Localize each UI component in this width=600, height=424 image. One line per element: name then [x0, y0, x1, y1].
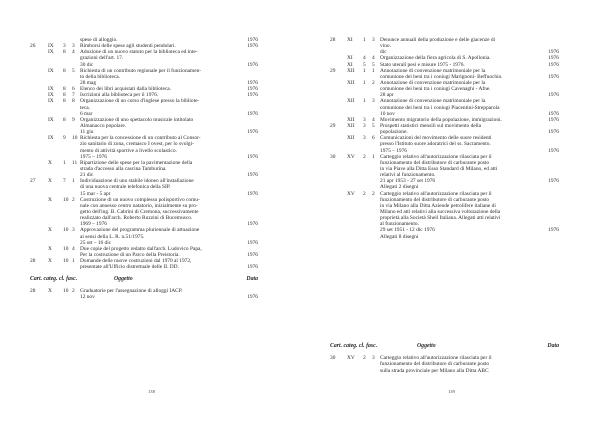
left-entries-continued — [0, 276, 300, 301]
oggetto: 1975 – 1976 — [80, 153, 107, 160]
oggetto: al funzionamento. — [380, 221, 419, 228]
fascicolo: 1 — [72, 178, 75, 185]
categoria: X — [48, 245, 52, 252]
cartella: 27 — [30, 178, 36, 185]
oggetto: Adozione di un nuovo statuto per la biblioteca ed inte- — [80, 49, 198, 56]
oggetto: Organizzazione di un corso d'inglese presso la bibliote- — [80, 98, 200, 105]
categoria: X — [48, 227, 52, 234]
classe: 8 — [63, 98, 66, 105]
oggetto: Denunce annuali della produzione e delle giacenze di — [380, 37, 496, 43]
oggetto: mento di attività sportive a livello scolastico. — [80, 147, 177, 154]
header-date: Data — [547, 343, 559, 349]
cartella: 28 — [30, 258, 36, 265]
fascicolo: 3 — [72, 43, 75, 50]
categoria: XII — [347, 67, 355, 74]
data: 1976 — [548, 55, 559, 62]
oggetto: in via Milano alla Ditta Aziende petrolifere italiane di — [380, 202, 496, 209]
oggetto: spese di alloggio. — [80, 37, 118, 43]
oggetto: Organizzazione di uno spettacolo musicale intitolato — [80, 116, 194, 123]
classe: 1 — [363, 79, 366, 86]
categoria: XII — [347, 116, 355, 123]
oggetto: getto dell'ing. B. Cabrini di Cremona, successivamente — [80, 208, 199, 215]
oggetto: Annotazione di convenzione matrimoniale per la — [380, 79, 486, 86]
oggetto: Prospetti statistici mensili sul movimento della — [380, 122, 482, 129]
data: 1976 — [247, 251, 258, 258]
categoria: XII — [347, 122, 355, 129]
fascicolo: 7 — [72, 92, 75, 99]
oggetto: Stato uterali pesi e misure 1975 - 1976. — [380, 61, 465, 68]
data: 1976 — [548, 116, 559, 123]
right-page — [300, 0, 600, 424]
oggetto: grazioni dell'art. 17. — [80, 55, 124, 62]
oggetto: Iscrizioni alla biblioteca per il 1976. — [80, 92, 159, 99]
data: 1976 — [247, 221, 258, 228]
oggetto: comunione dei beni tra i coniugi Piacentini-Strepparola — [380, 104, 500, 111]
oggetto: 21 dic — [80, 172, 94, 179]
categoria: XII — [347, 98, 355, 105]
categoria: X — [48, 178, 52, 185]
oggetto: 1975 – 1976 — [380, 147, 407, 154]
classe: 9 — [63, 135, 66, 142]
page-number: 139 — [448, 389, 455, 394]
classe: 10 — [63, 288, 69, 295]
fascicolo: 1 — [372, 67, 375, 74]
entry-row — [300, 234, 600, 240]
classe: 3 — [363, 122, 366, 129]
oggetto: ai sensi della L. R. n.51/1975. — [80, 233, 145, 240]
oggetto: 28 apr — [380, 92, 394, 99]
categoria: XI — [347, 55, 353, 62]
oggetto: Domande delle nuove costruzioni dal 1970 al 1972, — [80, 258, 192, 265]
categoria: IX — [48, 98, 54, 105]
oggetto: 6 mar — [80, 110, 93, 117]
data: 1976 — [548, 61, 559, 68]
oggetto: Elenco dei libri acquistati dalla biblioteca. — [80, 86, 172, 93]
classe: 2 — [363, 355, 366, 362]
oggetto: in via Piave alla Ditta Esso Standard di Milano, ed atti — [380, 165, 498, 172]
cartella: 29 — [330, 122, 336, 129]
classe: 10 — [63, 227, 69, 234]
oggetto: Movimento migratorio della popolazione, immigrazioni. — [380, 116, 502, 123]
oggetto: 25 ott – 16 dic — [80, 239, 112, 246]
classe: 2 — [363, 153, 366, 160]
classe: 10 — [63, 196, 69, 203]
oggetto: relativi al funzionamento. — [380, 172, 436, 179]
classe: 10 — [63, 258, 69, 265]
data: 1976 — [247, 294, 258, 301]
classe: 8 — [63, 67, 66, 74]
fascicolo: 8 — [72, 98, 75, 105]
oggetto: Carteggio relativo all'autorizzazione rilasciata per il — [380, 190, 492, 197]
classe: 4 — [363, 55, 366, 62]
oggetto: 15 mar - 5 apr — [80, 190, 111, 197]
oggetto: 10 nov — [380, 110, 395, 117]
page-number: 138 — [148, 389, 155, 394]
data: 1976 — [548, 178, 559, 185]
classe: 1 — [363, 37, 366, 43]
oggetto: 21 apr 1953 - 27 set 1976 — [380, 178, 436, 185]
oggetto: Richiesta di un contributo regionale per il funzionamen- — [80, 67, 202, 74]
oggetto: Annotazione di convenzione matrimoniale per la — [380, 67, 486, 74]
data: 1976 — [247, 61, 258, 68]
oggetto: comunione dei beni tra i coniugi Cavenaghi - Afne. — [380, 86, 491, 93]
categoria: X — [48, 196, 52, 203]
data: 1976 — [247, 190, 258, 197]
left-entries — [0, 37, 300, 270]
categoria: X — [48, 159, 52, 166]
classe: 3 — [63, 43, 66, 50]
fascicolo: 3 — [372, 98, 375, 105]
table-header — [0, 276, 300, 282]
fascicolo: 4 — [372, 55, 375, 62]
oggetto: Individuazione di uno stabile idoneo all'installazione — [80, 178, 194, 185]
fascicolo: 4 — [372, 116, 375, 123]
oggetto: funzionamento del distributore di carburante posto — [380, 196, 490, 203]
oggetto: funzionamento del distributore di carburante posto — [380, 159, 490, 166]
classe: 1 — [63, 159, 66, 166]
categoria: XV — [347, 153, 355, 160]
fascicolo: 2 — [72, 196, 75, 203]
oggetto: Graduatorie per l'assegnazione di alloggi IACP. — [80, 288, 183, 295]
categoria: X — [48, 288, 52, 295]
oggetto: Costruzione di un nuovo complesso polisportivo comu- — [80, 196, 200, 203]
fascicolo: 9 — [72, 116, 75, 123]
oggetto: Organizzazione della fiera agricola di S. Apollonia. — [380, 55, 491, 62]
data: 1976 — [247, 172, 258, 179]
data: 1976 — [247, 37, 258, 43]
fascicolo: 4 — [72, 245, 75, 252]
data: 1976 — [548, 92, 559, 99]
oggetto: Approvazione del programma pluriennale di attuazione — [80, 227, 200, 234]
fascicolo: 3 — [372, 37, 375, 43]
classe: 3 — [363, 116, 366, 123]
oggetto: 1969 – 1976 — [80, 221, 107, 228]
oggetto: 30 dic — [80, 61, 94, 68]
oggetto: Due copie del progetto redatto dall'arch. Ludovico Papa, — [80, 245, 202, 252]
categoria: X — [48, 258, 52, 265]
categoria: XII — [347, 79, 355, 86]
cartella: 30 — [330, 153, 336, 160]
categoria: IX — [48, 49, 54, 56]
cartella: 28 — [30, 288, 36, 295]
data: 1976 — [548, 227, 559, 234]
oggetto: comunione dei beni tra i coniugi Marignoni- Beffuochio. — [380, 73, 503, 80]
classe: 8 — [63, 86, 66, 93]
entry-row — [0, 294, 300, 300]
oggetto: funzionamento del distributore di carburante posto — [380, 361, 490, 368]
oggetto: proprietà alla Società Shell Italiana. Allegati atti relativi — [380, 215, 501, 222]
classe: 5 — [363, 61, 366, 68]
oggetto: di una nuova centrale telefonica della SIP. — [80, 184, 171, 191]
categoria: XII — [347, 135, 355, 142]
classe: 8 — [63, 92, 66, 99]
classe: 1 — [363, 98, 366, 105]
cartella: 29 — [330, 67, 336, 74]
header-columns: Cart. categ. cl. fasc. — [30, 276, 78, 282]
data: 1976 — [548, 147, 559, 154]
right-entries-continued — [300, 343, 600, 374]
classe: 10 — [63, 245, 69, 252]
oggetto: sulla strada provinciale per Milano alla Ditta ABC — [380, 367, 489, 374]
classe: 1 — [363, 67, 366, 74]
fascicolo: 10 — [72, 135, 78, 142]
right-entries — [300, 37, 600, 240]
entry-row — [0, 264, 300, 270]
oggetto: popolazione. — [380, 129, 408, 136]
fascicolo: 1 — [72, 258, 75, 265]
data: 1976 — [548, 129, 559, 136]
data: 1976 — [247, 79, 258, 86]
entry-row — [300, 368, 600, 374]
categoria: XI — [347, 61, 353, 68]
header-subject: Oggetto — [114, 276, 133, 282]
fascicolo: 11 — [72, 159, 78, 166]
classe: 8 — [63, 49, 66, 56]
categoria: XI — [347, 37, 353, 43]
fascicolo: 5 — [372, 122, 375, 129]
oggetto: Ripartizione delle spese per la pavimentazione della — [80, 159, 193, 166]
categoria: IX — [48, 116, 54, 123]
data: 1976 — [247, 86, 258, 93]
oggetto: realizzato dall'arch. Roberto Ruzzini di Bucemusco. — [80, 215, 193, 222]
oggetto: nale con annesso centro natatorio, inizialmente su pro- — [80, 202, 198, 209]
cartella: 28 — [330, 37, 336, 43]
cartella: 26 — [30, 43, 36, 50]
classe: 7 — [63, 178, 66, 185]
data: 1976 — [548, 110, 559, 117]
oggetto: Annotazione di convenzione matrimoniale per la — [380, 98, 486, 105]
oggetto: Richiesta per la concessione di un contributo al Consor- — [80, 135, 201, 142]
fascicolo: 1 — [372, 153, 375, 160]
fascicolo: 5 — [372, 61, 375, 68]
categoria: XV — [347, 190, 355, 197]
oggetto: vino. — [380, 43, 391, 50]
oggetto: Per la costruzione di un Parco della Preistoria. — [80, 251, 180, 258]
classe: 3 — [363, 135, 366, 142]
data: 1976 — [247, 43, 258, 50]
oggetto: Rimborsi delle spese agli studenti pendolari. — [80, 43, 176, 50]
oggetto: 12 nov — [80, 294, 95, 301]
data: 1976 — [247, 264, 258, 271]
header-date: Data — [246, 276, 258, 282]
fascicolo: 5 — [72, 67, 75, 74]
data: 1976 — [247, 239, 258, 246]
oggetto: Almanacco popolare. — [80, 122, 127, 129]
data: 1976 — [247, 129, 258, 136]
oggetto: teca. — [80, 104, 91, 111]
oggetto: presso l'Istituto suore adoratrici del ss. Sacramento. — [380, 141, 491, 148]
fascicolo: 3 — [72, 227, 75, 234]
oggetto: Carteggio relativo all'autorizzazione rilasciata per il — [380, 153, 492, 160]
fascicolo: 6 — [72, 86, 75, 93]
oggetto: Carteggio relativo all'autorizzazione rilasciata per il — [380, 355, 492, 362]
data: 1976 — [247, 110, 258, 117]
data: 1976 — [247, 92, 258, 99]
oggetto: zio sanitario di zona, cremasco I ovest, per lo svolgi- — [80, 141, 194, 148]
categoria: XV — [347, 355, 355, 362]
categoria: IX — [48, 92, 54, 99]
fascicolo: 2 — [372, 190, 375, 197]
data: 1976 — [247, 153, 258, 160]
fascicolo: 2 — [72, 288, 75, 295]
header-subject: Oggetto — [417, 343, 436, 349]
table-header — [300, 343, 600, 349]
categoria: IX — [48, 67, 54, 74]
oggetto: Allegati 2 disegni — [380, 184, 419, 191]
categoria: IX — [48, 135, 54, 142]
header-columns: Cart. categ. cl. fasc. — [330, 343, 378, 349]
oggetto: dic — [380, 49, 387, 56]
classe: 8 — [63, 116, 66, 123]
oggetto: Allegati 8 disegni — [380, 233, 419, 240]
oggetto: presentate all'Ufficio distrettuale delle II. DD. — [80, 264, 179, 271]
fascicolo: 4 — [72, 49, 75, 56]
fascicolo: 3 — [372, 355, 375, 362]
data: 1976 — [548, 73, 559, 80]
oggetto: 28 mag — [80, 79, 97, 86]
categoria: IX — [48, 43, 54, 50]
oggetto: 29 set 1951 - 12 dic 1976 — [380, 227, 435, 234]
oggetto: Milano ed atti relativi alla successiva volturazione della — [380, 208, 501, 215]
cartella: 30 — [330, 355, 336, 362]
data: 1976 — [548, 49, 559, 56]
fascicolo: 2 — [372, 79, 375, 86]
categoria: IX — [48, 86, 54, 93]
oggetto: 11 giu — [80, 129, 94, 136]
oggetto: to della biblioteca. — [80, 73, 120, 80]
oggetto: strada d'accesso alla cascina Tamburina. — [80, 165, 167, 172]
oggetto: Comunicazioni del movimento delle suore residenti — [380, 135, 492, 142]
fascicolo: 6 — [372, 135, 375, 142]
classe: 2 — [363, 190, 366, 197]
